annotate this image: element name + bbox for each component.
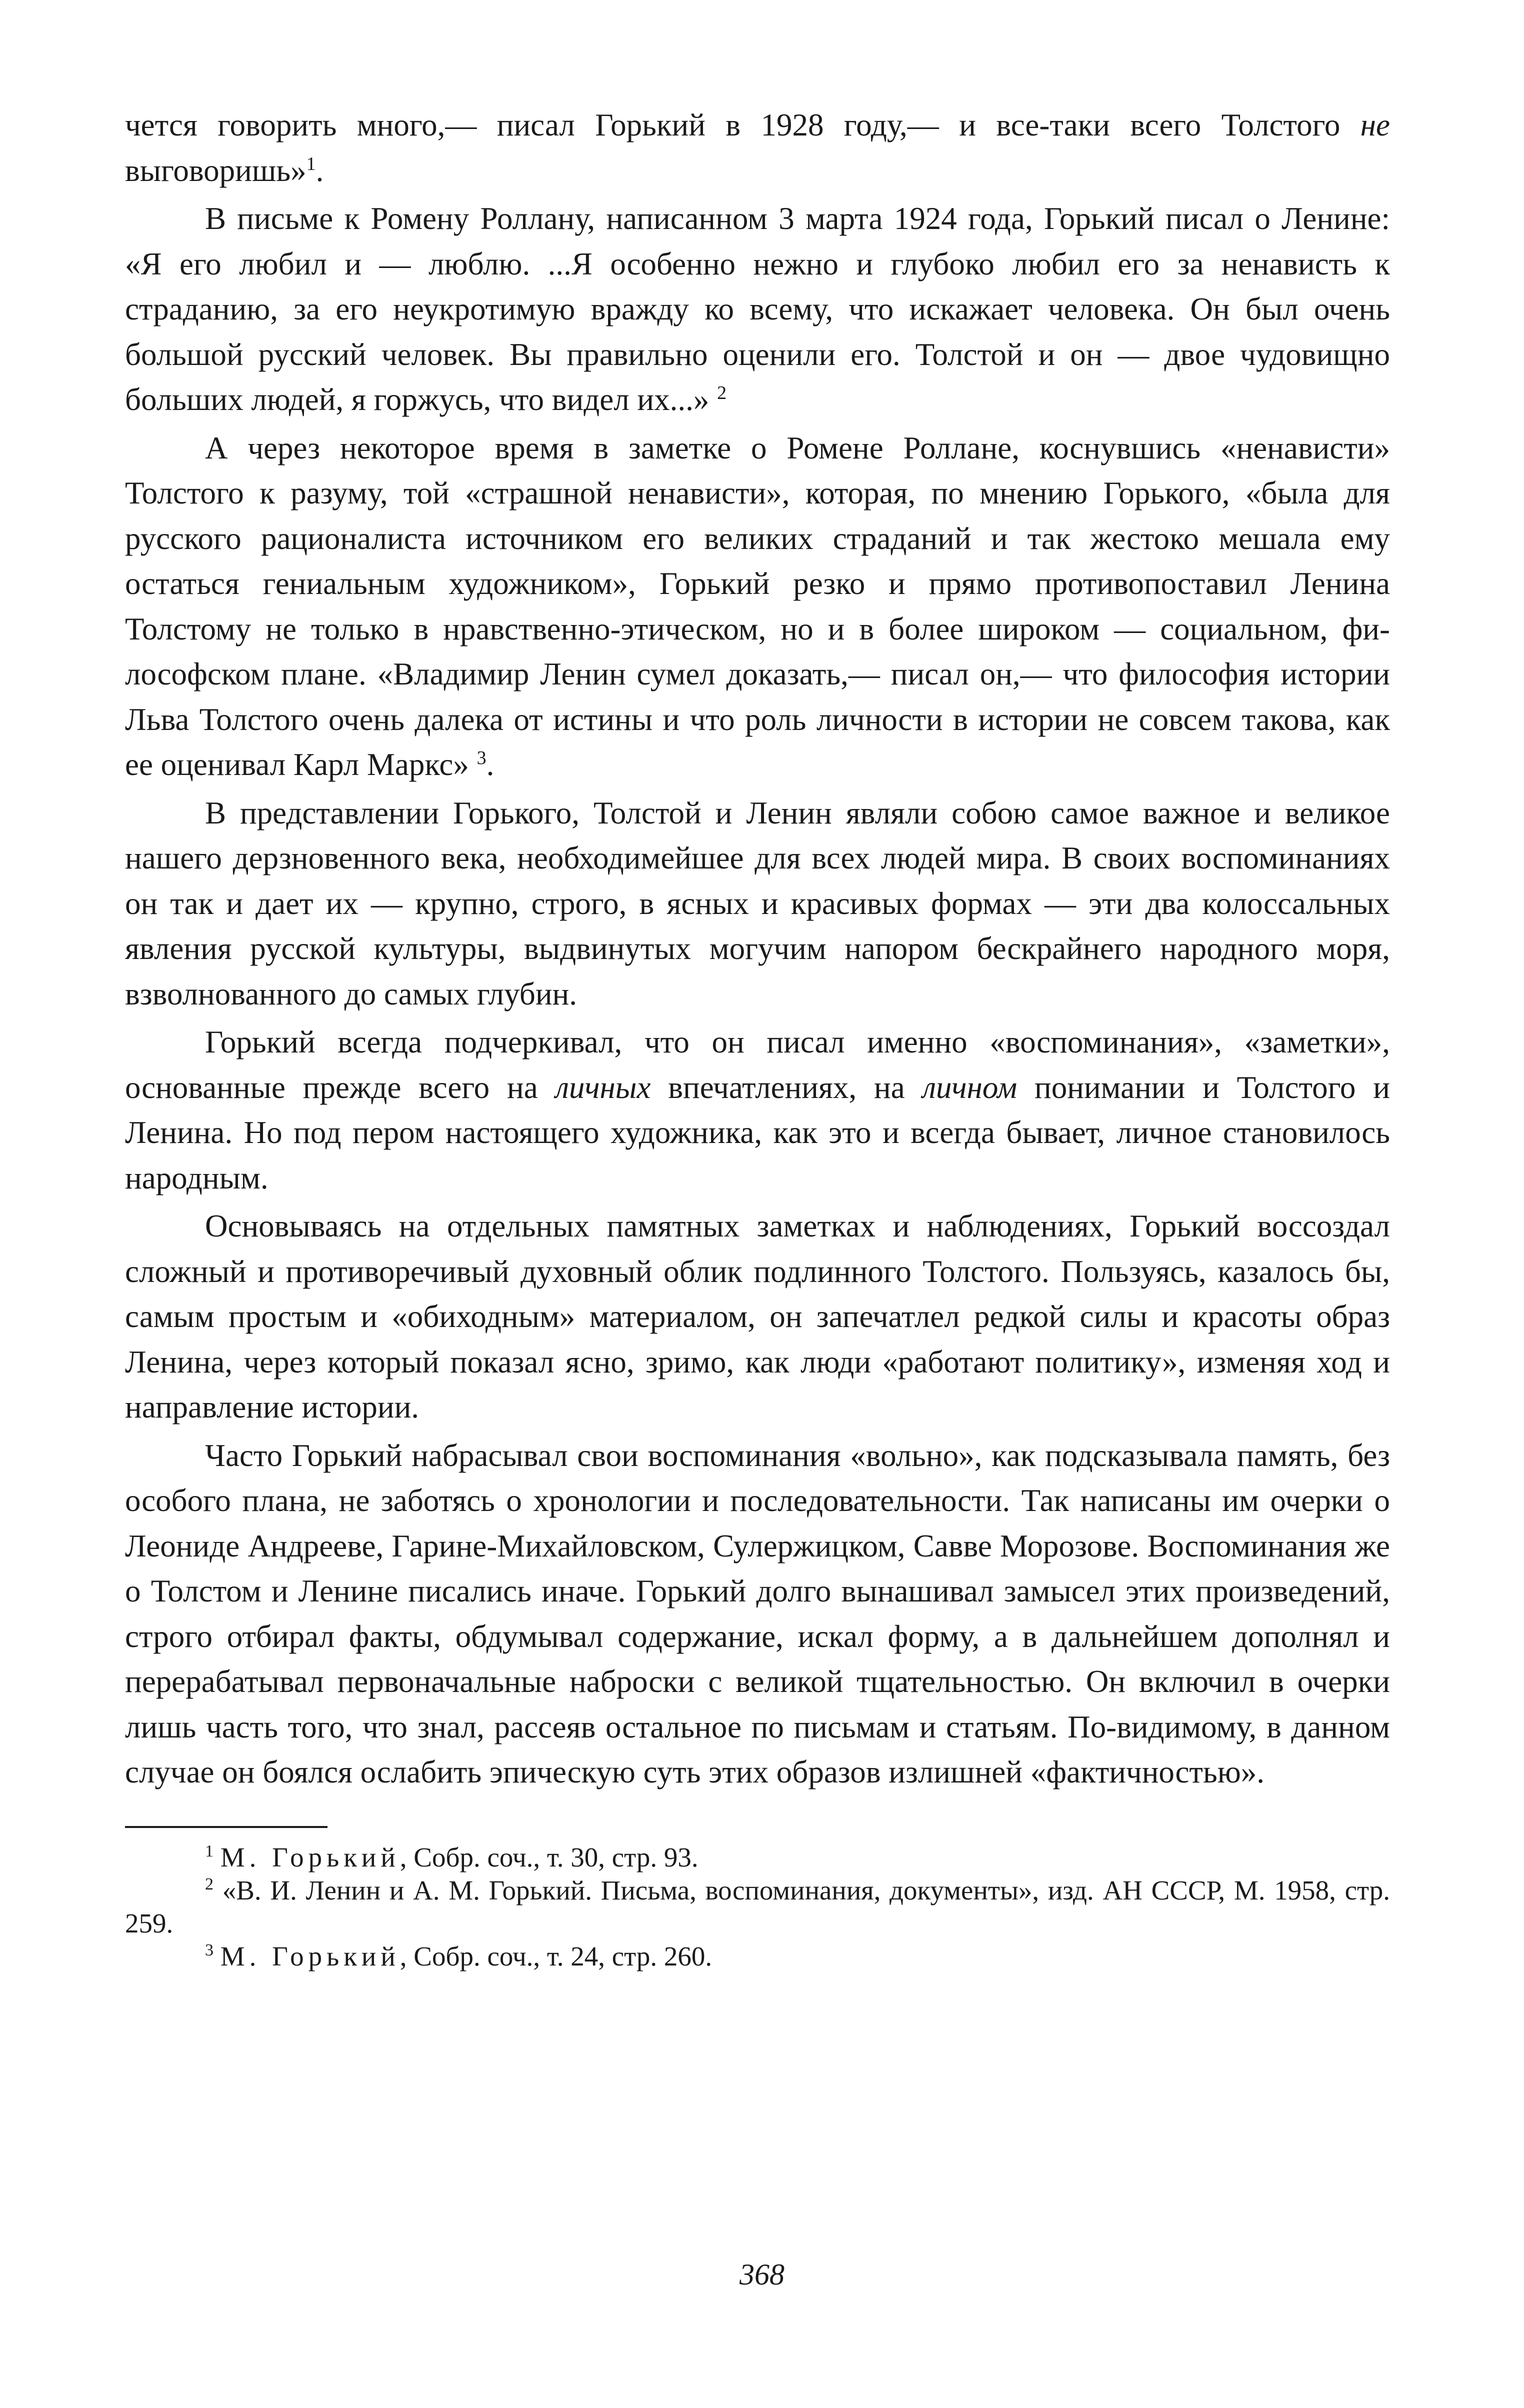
footnote-1: [125, 1841, 1390, 1874]
footnote-1-author: М. Горький: [220, 1842, 400, 1872]
paragraph-3-text: А через некоторое время в заметке о Ромене Роллане, коснувшись «ненависти» Толстого к разуму, той «страшной ненависти», которая, по мнению Горького, «была для русского рационалиста источником его великих страданий и так жестоко мешала ему остаться гениальным художником», Горький резко и прямо противопоставил Ленина Толстому не только в нравственно-этическом, но и в более широком — социальном, философском плане. «Владимир Ленин сумел доказать,— писал он,— что философия истории Льва Толстого очень далека от истины и что роль личности в истории не совсем такова, как ее оценивал Карл Маркс»: [125, 430, 1390, 782]
paragraph-6-text: Основываясь на отдельных памятных заметках и наблюдениях, Горький воссоздал сложный и противоречивый духовный облик подлинного Толстого. Пользуясь, казалось бы, самым простым и «обиходным» материалом, он запечатлел редкой силы и красоты образ Ленина, через который показал ясно, зримо, как люди «работают политику», изменяя ход и направление истории.: [125, 1208, 1390, 1424]
footnote-divider: [125, 1826, 328, 1828]
paragraph-1-period: .: [316, 152, 324, 188]
paragraph-1: [125, 102, 1390, 193]
paragraph-4-text: В представлении Горького, Толстой и Ленин являли собою самое важное и великое нашего дерзновенного века, необходимейшее для всех людей мира. В своих воспоминаниях он так и дает их — крупно, строго, в ясных и красивых формах — эти два колоссальных явления русской культуры, выдвинутых могучим напором бескрайнего народного моря, взволнованного до самых глубин.: [125, 795, 1390, 1012]
emphasis-lichnykh: личных: [555, 1070, 651, 1105]
paragraph-5: [125, 1020, 1390, 1200]
footnote-ref-1[interactable]: 1: [306, 153, 316, 174]
footnote-2-text: «В. И. Ленин и А. М. Горький. Письма, воспоминания, документы», изд. АН СССР, М. 1958, стр. 259.: [125, 1874, 1390, 1938]
footnote-ref-3[interactable]: 3: [476, 748, 486, 768]
paragraph-7-text: Часто Горький набрасывал свои воспоминания «вольно», как подсказывала память, без особого плана, не заботясь о хронологии и последовательности. Так написаны им очерки о Леониде Андрееве, Гарине-Михайловском, Сулержицком, Савве Морозове. Воспоминания же о Толстом и Ленине писались иначе. Горький долго вынашивал замысел этих произведений, строго отбирал факты, обдумывал содержание, искал форму, а в дальнейшем дополнял и перерабатывал первоначальные наброски с великой тщательностью. Он включил в очерки лишь часть того, что знал, рассеяв остальное по письмам и статьям. По-видимому, в данном случае он боялся ослабить эпическую суть этих образов излишней «фактичностью».: [125, 1438, 1390, 1790]
footnote-1-text: , Собр. соч., т. 30, стр. 93.: [400, 1842, 698, 1872]
paragraph-2-text: В письме к Ромену Роллану, написанном 3 марта 1924 года, Горький писал о Ленине: «Я его любил и — люблю. ...Я особенно нежно и глубоко любил его за ненависть к страданию, за его неукротимую вражду ко всему, что искажает человека. Он был очень большой русский человек. Вы правильно оценили его. Толстой и он — двое чудовищно больших людей, я горжусь, что видел их...»: [125, 201, 1390, 417]
paragraph-1-text-end: выговоришь»: [125, 152, 306, 188]
footnote-mark-2: 2: [205, 1874, 214, 1894]
paragraph-7: [125, 1433, 1390, 1795]
emphasis-ne: не: [1360, 108, 1390, 142]
page-number: 368: [740, 2258, 784, 2291]
footnote-3: [125, 1940, 1390, 1973]
paragraph-3: [125, 426, 1390, 788]
paragraph-3-period: .: [486, 747, 494, 782]
footnote-2: [125, 1874, 1390, 1940]
footnote-mark-1: 1: [205, 1842, 214, 1860]
paragraph-2: [125, 196, 1390, 422]
page-body: [125, 102, 1390, 1973]
paragraph-5-text: Горький всегда подчеркивал, что он писал именно «воспоминания», «заметки», основанные прежде всего на: [125, 1024, 1390, 1105]
footnote-3-text: , Собр. соч., т. 24, стр. 260.: [400, 1940, 712, 1972]
emphasis-lichnom: личном: [922, 1070, 1018, 1105]
footnote-ref-2[interactable]: 2: [717, 382, 727, 404]
paragraph-5-text-mid: впечатлениях, на: [650, 1070, 922, 1105]
paragraph-4: [125, 790, 1390, 1017]
paragraph-5-text-end: понимании и Толстого и Ленина. Но под пером настоящего художника, как это и всегда бывает, личное становилось народным.: [125, 1070, 1390, 1196]
paragraph-6: [125, 1204, 1390, 1430]
footnote-mark-3: 3: [205, 1940, 214, 1960]
paragraph-1-text: чется говорить много,— писал Горький в 1928 году,— и все-таки всего Толстого: [125, 108, 1360, 142]
footnote-3-author: М. Горький: [220, 1940, 400, 1972]
